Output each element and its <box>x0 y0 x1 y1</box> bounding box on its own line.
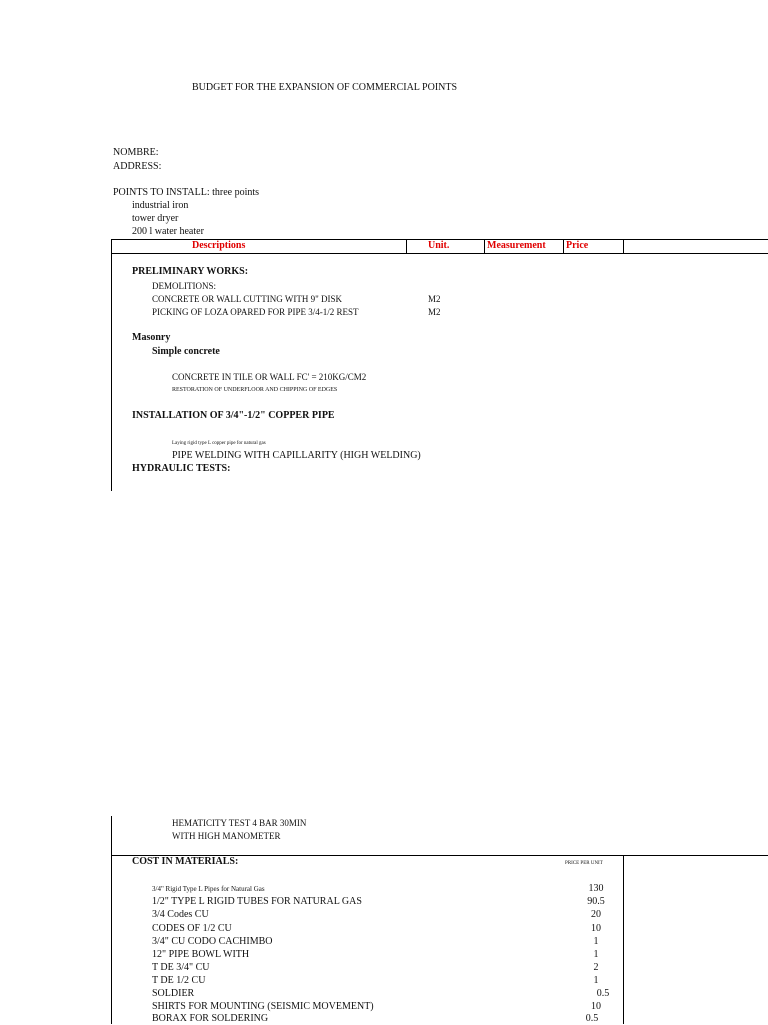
point-item: 200 l water heater <box>132 226 204 237</box>
material-item: 12" PIPE BOWL WITH <box>152 949 250 960</box>
point-item: tower dryer <box>132 213 179 224</box>
points-to-install: POINTS TO INSTALL: three points <box>113 187 260 198</box>
material-price: 2 <box>593 962 599 973</box>
material-price: 20 <box>591 909 601 920</box>
header-descriptions: Descriptions <box>192 240 246 251</box>
document-title: BUDGET FOR THE EXPANSION OF COMMERCIAL POINTS <box>192 82 458 93</box>
column-divider <box>563 239 564 254</box>
column-divider <box>623 239 624 254</box>
material-item: SHIRTS FOR MOUNTING (SEISMIC MOVEMENT) <box>152 1001 374 1012</box>
material-price: 1 <box>593 975 599 986</box>
point-item: industrial iron <box>132 200 189 211</box>
price-per-unit-label: PRICE PER UNIT <box>565 861 603 866</box>
section-heading-hydraulic: HYDRAULIC TESTS: <box>132 463 231 474</box>
line-item-desc: Laying rigid type L copper pipe for natural gas <box>172 441 266 446</box>
material-item: 3/4" CU CODO CACHIMBO <box>152 936 273 947</box>
section-heading-preliminary: PRELIMINARY WORKS: <box>132 266 249 277</box>
line-item-desc: PICKING OF LOZA OPARED FOR PIPE 3/4-1/2 REST <box>152 307 359 317</box>
line-item-desc: CONCRETE IN TILE OR WALL FC' = 210KG/CM2 <box>172 372 367 382</box>
column-divider <box>406 239 407 254</box>
material-price: 1 <box>593 949 599 960</box>
material-item: 3/4 Codes CU <box>152 909 209 920</box>
section-heading-installation: INSTALLATION OF 3/4"-1/2" COPPER PIPE <box>132 410 335 421</box>
column-divider <box>623 855 624 1024</box>
material-item: T DE 3/4" CU <box>152 962 210 973</box>
table-left-border <box>111 239 112 491</box>
material-price: 1 <box>593 936 599 947</box>
line-item-desc: PIPE WELDING WITH CAPILLARITY (HIGH WELDING) <box>172 450 421 461</box>
demolitions-label: DEMOLITIONS: <box>152 281 216 291</box>
hydraulic-test-line: HEMATICITY TEST 4 BAR 30MIN <box>172 818 307 828</box>
column-divider <box>484 239 485 254</box>
material-item: BORAX FOR SOLDERING <box>152 1013 269 1024</box>
material-price: 0.5 <box>596 988 610 999</box>
line-item-unit: M2 <box>428 294 441 304</box>
nombre-label: NOMBRE: <box>113 147 159 158</box>
table-header-bottom-border <box>111 253 768 254</box>
material-price: 130 <box>588 883 604 894</box>
section-heading-masonry: Masonry <box>132 332 171 343</box>
section-heading-materials: COST IN MATERIALS: <box>132 856 239 867</box>
material-item: CODES OF 1/2 CU <box>152 923 232 934</box>
material-item: T DE 1/2 CU <box>152 975 206 986</box>
header-unit: Unit. <box>428 240 450 251</box>
address-label: ADDRESS: <box>113 161 162 172</box>
material-item: 3/4" Rigid Type L Pipes for Natural Gas <box>152 885 265 893</box>
line-item-desc: CONCRETE OR WALL CUTTING WITH 9" DISK <box>152 294 342 304</box>
material-price: 10 <box>591 1001 601 1012</box>
material-price: 10 <box>591 923 601 934</box>
line-item-desc: RESTORATION OF UNDERFLOOR AND CHIPPING OF EDGES <box>172 387 338 393</box>
header-measurement: Measurement <box>487 240 546 251</box>
header-price: Price <box>566 240 589 251</box>
hydraulic-test-line: WITH HIGH MANOMETER <box>172 831 281 841</box>
material-item: SOLDIER <box>152 988 195 999</box>
material-item: 1/2" TYPE L RIGID TUBES FOR NATURAL GAS <box>152 896 362 907</box>
material-price: 0.5 <box>585 1013 599 1024</box>
material-price: 90.5 <box>587 896 605 907</box>
line-item-unit: M2 <box>428 307 441 317</box>
subheading-simple-concrete: Simple concrete <box>152 346 220 357</box>
table-left-border <box>111 816 112 1024</box>
